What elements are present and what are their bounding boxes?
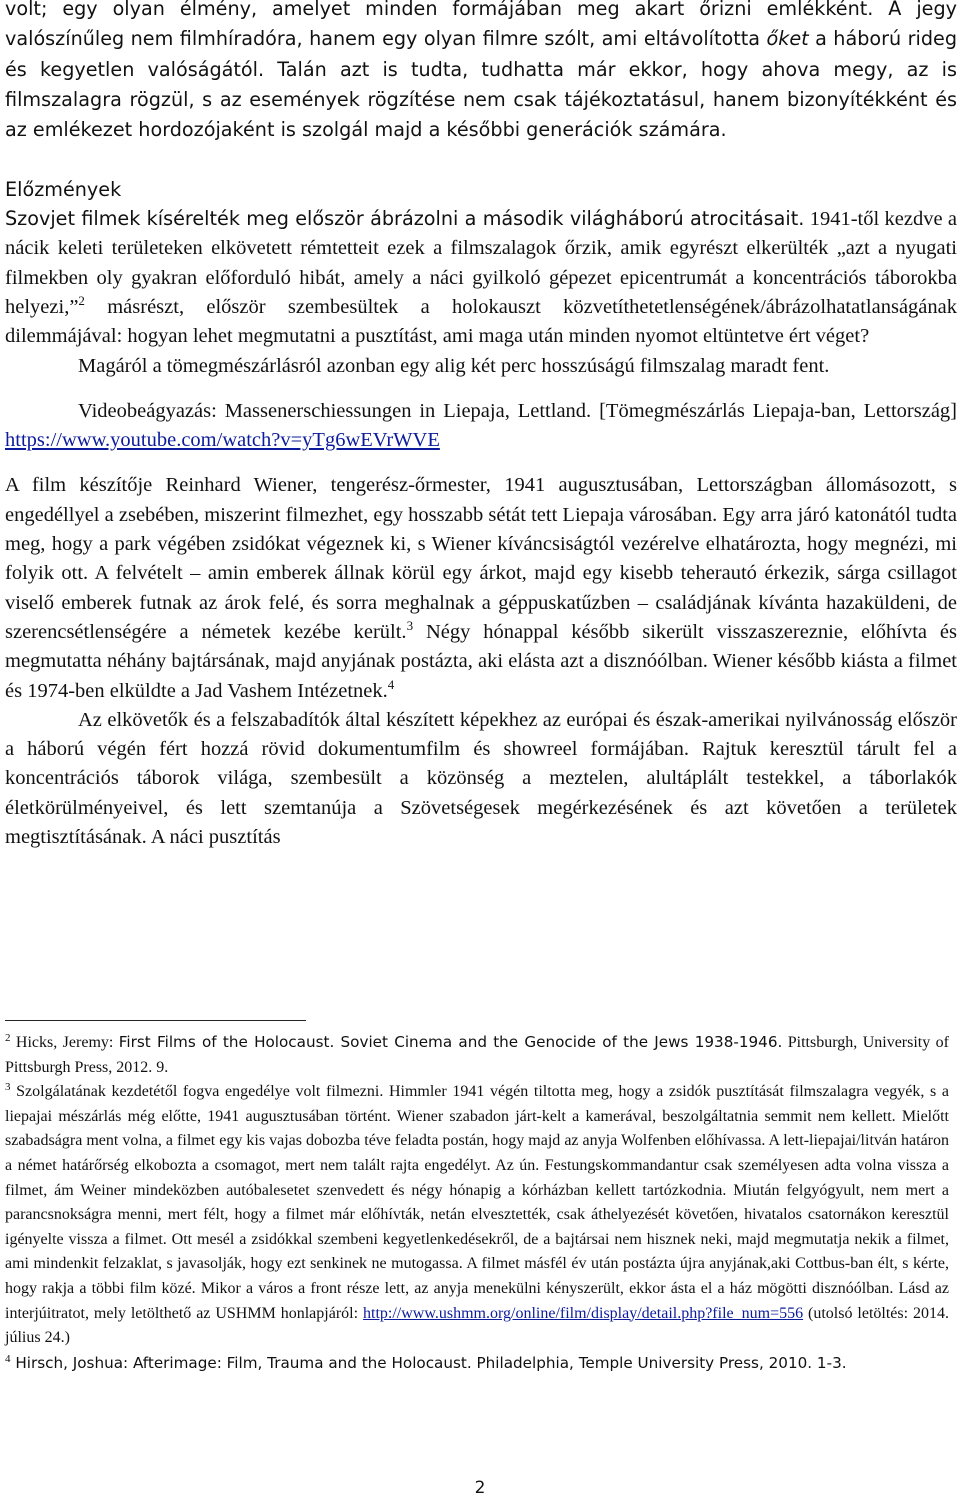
page-number: 2 <box>474 1478 486 1498</box>
footnote-3-number: 3 <box>5 1081 11 1094</box>
footnote-2-publisher: Pittsburgh, University of Pittsburgh Press, 2012. 9. <box>5 1034 950 1076</box>
footnote-2-title: First Films of the Holocaust. Soviet Cinema and the Genocide of the Jews 1938-1946. <box>118 1033 783 1051</box>
footnotes <box>5 1030 949 1376</box>
footnote-4 <box>5 1351 949 1377</box>
footnote-4-number: 4 <box>5 1352 11 1365</box>
paragraph-footage: Magáról a tömegmészárlásról azonban egy alig két perc hosszúságú filmszalag maradt fent. <box>78 354 830 377</box>
video-embed-text: Videobeágyazás: Massenerschiessungen in Liepaja, Lettland. [Tömegmészárlás Liepaja-ban, Lettország] <box>78 399 957 422</box>
footnote-2-number: 2 <box>5 1032 11 1044</box>
footnote-3-link[interactable]: http://www.ushmm.org/online/film/display/detail.php?file_num=556 <box>363 1304 804 1322</box>
footnote-3-tail: (utolsó letöltés: 2014. július 24.) <box>5 1304 950 1347</box>
paragraph-intro-italic: őket <box>766 27 809 51</box>
paragraph-background-sans: Szovjet filmek kísérelték meg először ábrázolni a második világháború atrocitásait. <box>5 207 805 231</box>
paragraph-intro-text-c: Talán azt is tudta, tudhatta már ekkor, hogy ahova megy, az is filmszalagra rögzül, s az események rögzítése nem csak tájékoztatásul, hanem bizonyítékként és az emlékezet hordozójaként is szolgál majd a későbbi generációk számára. <box>5 57 957 142</box>
footnote-separator <box>5 1020 306 1021</box>
spacer <box>5 145 957 174</box>
paragraph-intro <box>5 0 957 145</box>
paragraph-intro-text-b: a háború rideg és kegyetlen valóságától. <box>5 27 958 81</box>
footnote-2-author: Hicks, Jeremy: <box>10 1034 119 1051</box>
paragraph-wiener-text-b: Négy hónappal később sikerült visszaszereznie, előhívta és megmutatta néhány bajtársának, majd anyjának postázta, aki elásta azt a disznóólban. Wiener később kiásta a filmet és 1974-ben elküldte a Jad Vashem Intézetnek. <box>5 620 957 702</box>
paragraph-background-text-b: 1941-től kezdve a nácik keleti területeken elkövetett rémtetteit ezek a filmszalagok őrzik, amik egyrészt elkerülték „azt a nyugati filmekben oly gyakran előforduló hibát, amely a náci gyilkoló gépezet epicentrumát a koncentrációs táborokba helyezi,” <box>5 208 957 318</box>
footnote-ref-3[interactable]: 3 <box>406 617 414 633</box>
paragraph-liberators: Az elkövetők és a felszabadítók által készített képekhez az európai és észak-amerikai nyilvánosság először a háború végén fért hozzá rövid dokumentumfilm és showreel formájában. Rajtuk keresztül tárult fel a koncentrációs táborok világa, szembesült a közönség a meztelen, alultáplált testekkel, a táborlakók életkörülményeivel, és lett szemtanúja a Szövetségesek megérkezésének és azt követően a területek megtisztításának. A náci pusztítás <box>5 708 957 849</box>
spacer <box>5 455 957 471</box>
paragraph-wiener <box>5 471 957 705</box>
footnote-ref-4[interactable]: 4 <box>387 676 395 692</box>
footnote-ref-2[interactable]: 2 <box>78 292 85 308</box>
paragraph-wiener-text-a: A film készítője Reinhard Wiener, tengerész-őrmester, 1941 augusztusában, Lettországban állomásozott, s engedéllyel a zsebében, miszerint filmezhet, egy hosszabb sétát tett Liepaja városában. Egy arra járó katonától tudta meg, hogy a park végében zsidókat végeznek ki, s Wiener kíváncsiságtól vezérelve elhatározta, hogy megnézi, mi folyik ott. A felvételt – amin emberek állnak körül egy árkot, majd egy kisebb teherautó érkezik, sárga csillagot viselő emberek futnak az árok felé, és sorra meghalnak a géppuskatűzben – családjának kívánta hazaküldeni, de szerencsétlenségére a németek kezébe került. <box>5 474 957 643</box>
footnote-2 <box>5 1030 949 1080</box>
footnote-3 <box>5 1080 949 1351</box>
video-link[interactable]: https://www.youtube.com/watch?v=yTg6wEVrWVE <box>5 429 440 452</box>
paragraph-intro-text-a: volt; egy olyan élmény, amelyet minden formájában meg akart őrizni emlékként. A jegy valószínűleg nem filmhíradóra, hanem egy olyan filmre szólt, ami eltávolította <box>5 0 957 51</box>
footnote-3-text: Szolgálatának kezdetétől fogva engedélye volt filmezni. Himmler 1941 végén tiltotta meg, hogy a zsidók pusztítását filmszalagra vegyék, s a liepajai mészárlás még előtte, 1941 augusztusában történt. Wiener szabadon járt-kelt a kamerával, beszolgáltatnia semmit nem kellett. Mielőtt szabadságra ment volna, a filmet egy kis vajas dobozba téve feladta postán, hogy majd az anyja Wolfenben előhívassa. A lett-liepajai/litván határon a német határőrség elkobozta a csomagot, mert nem talált rajta engedélyt. Az ún. Festungskommandantur csak személyesen adta volna vissza a filmet, ám Weiner mindeközben autóbalesetet szenvedett és négy hónapig a kórházban kellett tartózkodnia. Miután felgyógyult, nem mert a parancsnokságra menni, mert félt, hogy a filmet már előhívták, netán elvesztették, csak áthelyezését követően, hivatalos csatornákon keresztül igényelte vissza a filmet. Ott mesél a zsidókkal szembeni kegyetlenkedésekről, de a bajtársai nem hisznek neki, majd megmutatja nekik a filmet, ami mindenkit felzaklat, s javasolják, hogy ezt senkinek ne mutogassa. A filmet másfél év után postázta újra anyjának,aki Cottbus-ban élt, s kérte, hogy rakja a többi film közé. Mikor a város a front része lett, az anyja menekülni kényszerült, ekkor ásta el a ház mögötti disznóólban. Lásd az interjúitratot, mely letölthető az USHMM honlapjáról: <box>5 1083 949 1322</box>
paragraph-background-text-c: másrészt, először szembesültek a holokauszt közvetíthetetlenségének/ábrázolhatatlanságának dilemmájával: hogyan lehet megmutatni a pusztítást, ami maga után minden nyomot eltüntetve ért véget? <box>5 295 957 348</box>
section-heading: Előzmények <box>5 177 122 201</box>
video-embed-note <box>5 397 957 456</box>
main-text <box>5 0 957 852</box>
paragraph-background <box>5 204 957 351</box>
spacer <box>5 381 957 397</box>
paragraph-intro-sans <box>5 0 957 141</box>
footnote-4-text: Hirsch, Joshua: Afterimage: Film, Trauma and the Holocaust. Philadelphia, Temple University Press, 2010. 1-3. <box>10 1353 847 1372</box>
